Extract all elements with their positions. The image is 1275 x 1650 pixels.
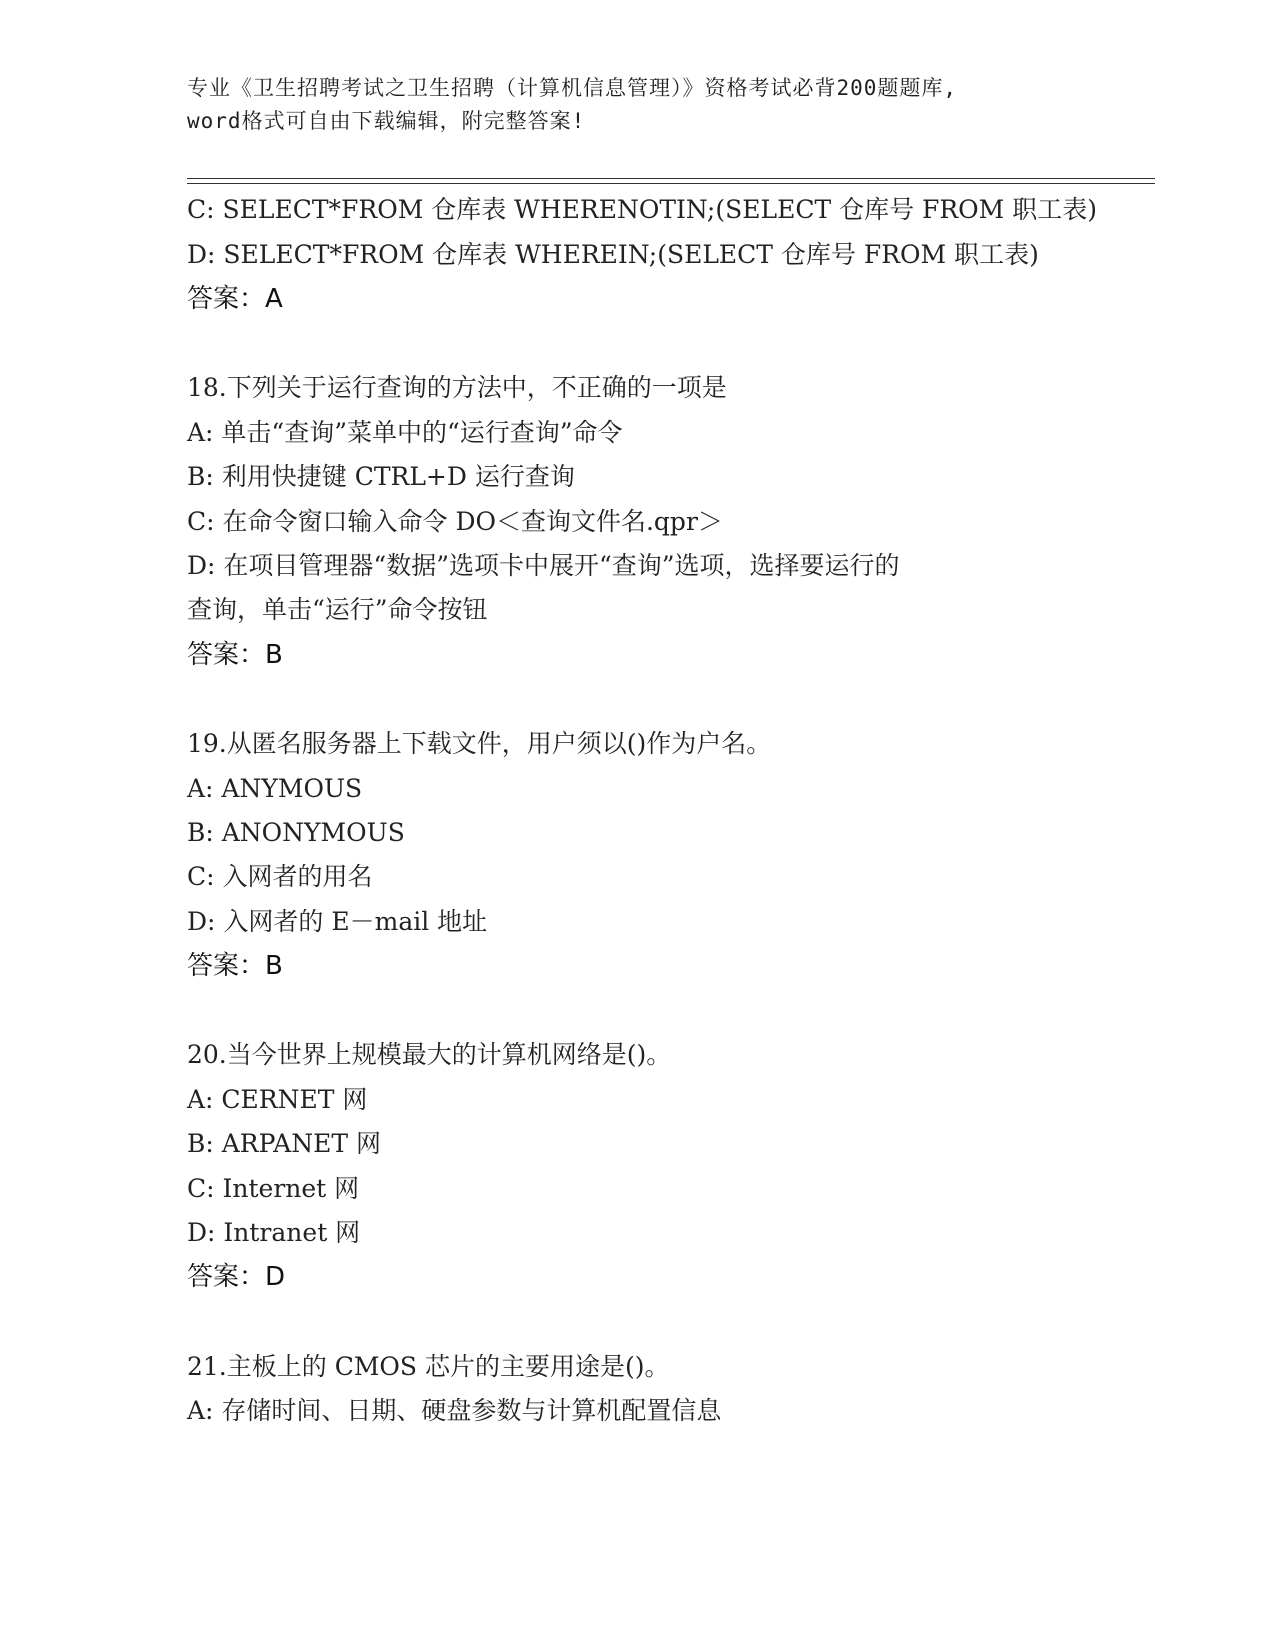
q18-option-c: C: 在命令窗口输入命令 DO＜查询文件名.qpr＞: [187, 507, 723, 536]
q20-question: 20.当今世界上规模最大的计算机网络是()。: [187, 1040, 672, 1069]
answer-value: A: [265, 284, 283, 314]
q21-option-a: A: 存储时间、日期、硬盘参数与计算机配置信息: [187, 1396, 722, 1425]
prev-answer: [187, 284, 283, 314]
q18-question: 18.下列关于运行查询的方法中，不正确的一项是: [187, 373, 727, 402]
q20-answer: [187, 1262, 285, 1292]
prev-option-c: C: SELECT*FROM 仓库表 WHERENOTIN;(SELECT 仓库号 FROM 职工表): [187, 195, 1097, 224]
q20-option-c: C: Internet 网: [187, 1174, 360, 1203]
q18-answer: [187, 640, 283, 670]
q20-option-d: D: Intranet 网: [187, 1218, 361, 1247]
q18-option-a: A: 单击“查询”菜单中的“运行查询”命令: [187, 418, 623, 447]
answer-label: 答案：: [187, 640, 266, 670]
header-line-2: word格式可自由下载编辑，附完整答案!: [187, 109, 586, 133]
q18-option-d-line-1: D: 在项目管理器“数据”选项卡中展开“查询”选项，选择要运行的: [187, 551, 900, 580]
q18-option-d-line-2: 查询，单击“运行”命令按钮: [187, 595, 488, 624]
q19-question: 19.从匿名服务器上下载文件，用户须以()作为户名。: [187, 729, 772, 758]
answer-value: B: [265, 951, 283, 981]
header-line-1: 专业《卫生招聘考试之卫生招聘（计算机信息管理）》资格考试必背200题题库,: [187, 76, 958, 100]
q20-option-b: B: ARPANET 网: [187, 1129, 381, 1158]
q19-option-d: D: 入网者的 E－mail 地址: [187, 907, 488, 936]
header-divider-bottom: [187, 183, 1155, 184]
answer-label: 答案：: [187, 951, 266, 981]
q19-option-c: C: 入网者的用名: [187, 862, 373, 891]
prev-option-d: D: SELECT*FROM 仓库表 WHEREIN;(SELECT 仓库号 FROM 职工表): [187, 240, 1039, 269]
q18-option-b: B: 利用快捷键 CTRL+D 运行查询: [187, 462, 575, 491]
answer-label: 答案：: [187, 284, 266, 314]
q19-option-a: A: ANYMOUS: [187, 774, 363, 803]
q19-option-b: B: ANONYMOUS: [187, 818, 405, 847]
document-header: [187, 72, 1087, 138]
q20-option-a: A: CERNET 网: [187, 1085, 368, 1114]
answer-label: 答案：: [187, 1262, 266, 1292]
q21-question: 21.主板上的 CMOS 芯片的主要用途是()。: [187, 1352, 670, 1381]
q19-answer: [187, 951, 283, 981]
header-divider-top: [187, 178, 1155, 179]
answer-value: B: [265, 640, 283, 670]
answer-value: D: [265, 1262, 286, 1292]
